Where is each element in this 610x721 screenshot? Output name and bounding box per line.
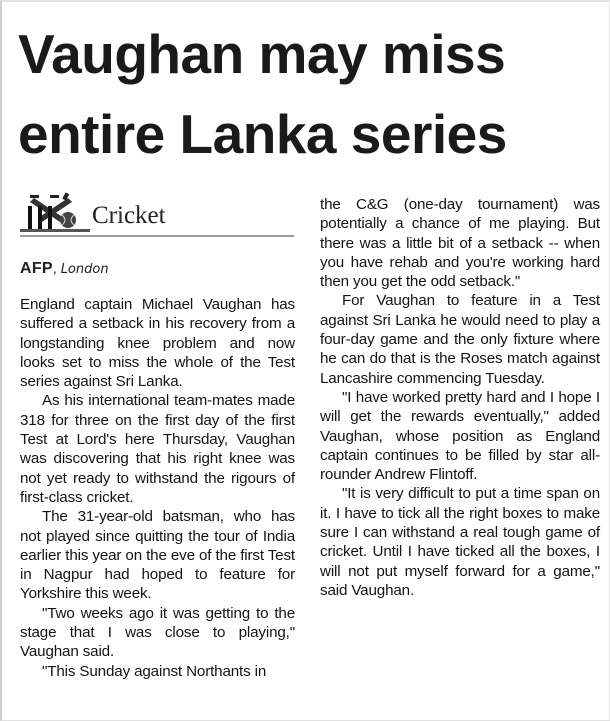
paragraph: "It is very difficult to put a time span on it. I have to tick all the right boxes to make sure I can withstand a real tough game of cricket. Until I have ticked all the boxes, I will not put myself forward for a game," said Vaughan. [320, 485, 600, 599]
cricket-logo-icon [20, 192, 90, 232]
paragraph: "This Sunday against Northants in [42, 662, 267, 680]
dateline [20, 260, 109, 278]
dateline-separator: , [52, 260, 57, 276]
section-header [20, 190, 294, 240]
section-divider [20, 235, 294, 237]
paragraph: "I have worked pretty hard and I hope I will get the rewards eventually," added Vaughan, whose position as England captain continues to be filled by star all-rounder Andrew Flintoff. [320, 388, 600, 484]
section-label: Cricket [92, 202, 166, 229]
paragraph: As his international team-mates made 318 for three on the first day of the first Test at Lord's here Thursday, Vaughan was discovering that his right knee was not yet ready to withstand the rigours of first-class cricket. [20, 392, 295, 506]
paragraph: the C&G (one-day tournament) was potentially a chance of me playing. But there was a little bit of a setback -- when you have rehab and you're working hard then you get the odd setback." [320, 196, 600, 291]
article-column-left [20, 295, 295, 681]
paragraph: For Vaughan to feature in a Test against Sri Lanka he would need to play a four-day game and the only fixture where he can do that is the Roses match against Lancashire commencing Tuesday. [320, 292, 600, 387]
headline [18, 14, 603, 174]
paragraph: The 31-year-old batsman, who has not played since quitting the tour of India earlier this year on the eve of the first Test in Nagpur had hoped to feature for Yorkshire this week. [20, 508, 295, 603]
paragraph: "Two weeks ago it was getting to the stage that I was close to playing," Vaughan said. [20, 604, 295, 661]
headline-line-1: Vaughan may miss [18, 23, 506, 85]
dateline-agency: AFP [20, 260, 53, 277]
paragraph: England captain Michael Vaughan has suffered a setback in his recovery from a longstanding knee problem and now looks set to miss the whole of the Test series against Sri Lanka. [20, 296, 295, 391]
dateline-city: London [60, 262, 109, 277]
article-column-right [320, 195, 600, 600]
headline-line-2: entire Lanka series [18, 103, 507, 165]
